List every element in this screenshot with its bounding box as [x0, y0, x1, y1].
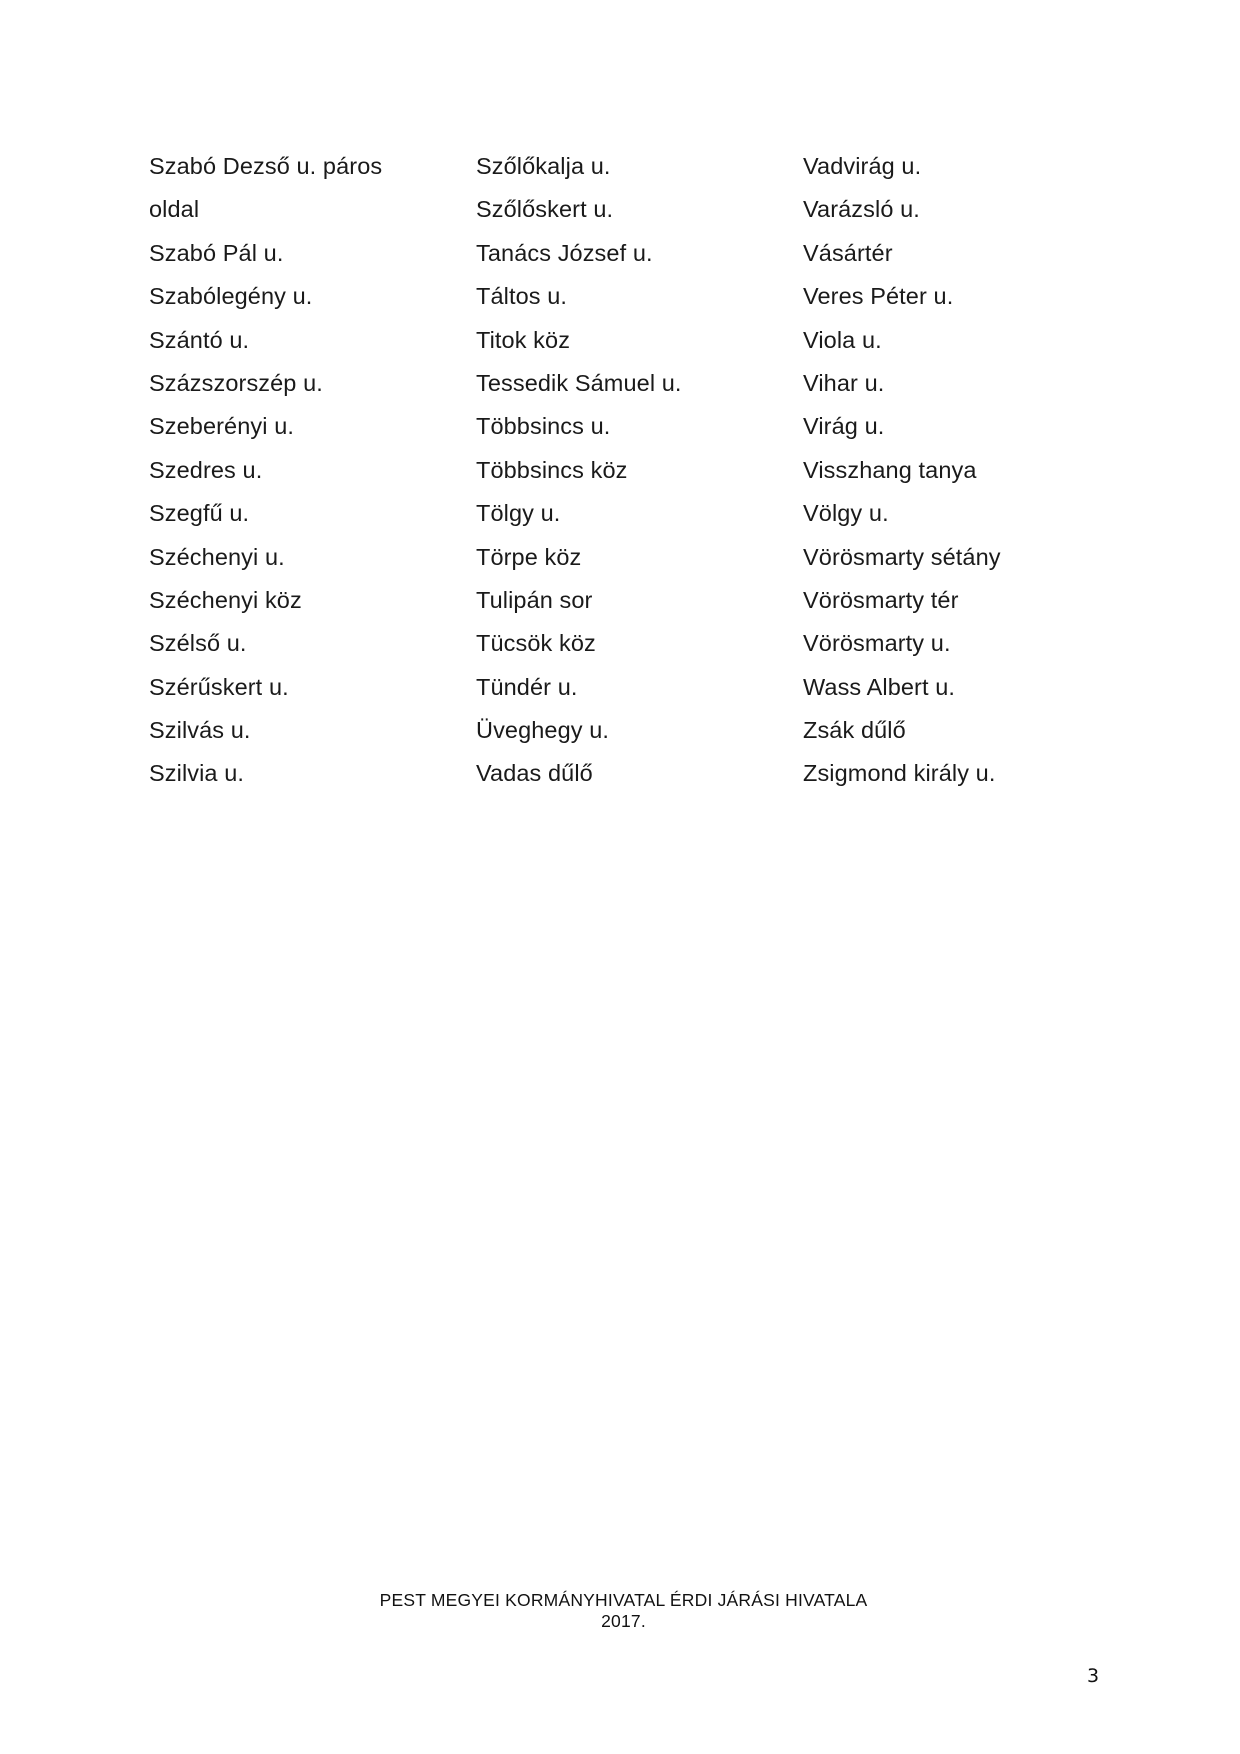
- street-name: Tündér u.: [476, 673, 578, 700]
- street-name: Vörösmarty tér: [803, 586, 959, 613]
- footer-office-name: PEST MEGYEI KORMÁNYHIVATAL ÉRDI JÁRÁSI HIVATALA: [379, 1590, 868, 1610]
- street-name: Völgy u.: [803, 500, 889, 527]
- street-name: Vörösmarty u.: [803, 630, 951, 657]
- street-name: Viola u.: [803, 326, 882, 353]
- street-name: Üveghegy u.: [476, 717, 610, 744]
- street-name: Táltos u.: [476, 283, 568, 310]
- street-name: Tulipán sor: [476, 586, 593, 613]
- street-name: Szőlőkalja u.: [476, 153, 611, 179]
- street-name: Vadvirág u.: [803, 153, 922, 179]
- street-name: Wass Albert u.: [803, 673, 956, 700]
- street-name: Vadas dűlő: [476, 760, 593, 787]
- street-list: [149, 145, 1129, 795]
- street-name: Százszorszép u.: [149, 369, 323, 396]
- page-footer: [0, 1590, 1240, 1632]
- street-name: Visszhang tanya: [803, 456, 977, 483]
- street-name: Szőlőskert u.: [476, 196, 614, 223]
- street-name: Vörösmarty sétány: [803, 543, 1001, 570]
- street-name: Többsincs köz: [476, 456, 628, 483]
- street-name: Tanács József u.: [476, 239, 653, 266]
- street-name: Szabó Pál u.: [149, 239, 284, 266]
- street-name: Szilvia u.: [149, 760, 245, 787]
- street-name: Titok köz: [476, 326, 571, 353]
- street-name: Zsák dűlő: [803, 717, 906, 744]
- street-name: Széchenyi köz: [149, 586, 302, 613]
- street-name: Szántó u.: [149, 326, 250, 353]
- street-name: Széchenyi u.: [149, 543, 285, 570]
- street-name: Virág u.: [803, 413, 885, 440]
- street-name: Többsincs u.: [476, 413, 611, 440]
- street-name: Szegfű u.: [149, 500, 250, 527]
- street-name: Szélső u.: [149, 630, 247, 657]
- street-column-1: [149, 145, 382, 796]
- street-name: Tücsök köz: [476, 630, 596, 657]
- street-name: Veres Péter u.: [803, 283, 954, 310]
- street-name: oldal: [149, 196, 200, 223]
- street-name: Szabó Dezső u. páros: [149, 153, 383, 179]
- street-name: Vihar u.: [803, 369, 885, 396]
- footer-year: 2017.: [601, 1611, 646, 1631]
- street-name: Törpe köz: [476, 543, 582, 570]
- street-column-3: [803, 145, 1001, 796]
- street-name: Varázsló u.: [803, 196, 920, 223]
- street-name: Vásártér: [803, 239, 893, 266]
- street-name: Szedres u.: [149, 456, 263, 483]
- page-number: 3: [1087, 1665, 1100, 1687]
- street-name: Tessedik Sámuel u.: [476, 369, 682, 396]
- street-name: Szabólegény u.: [149, 283, 313, 310]
- street-name: Zsigmond király u.: [803, 760, 996, 787]
- street-name: Szérűskert u.: [149, 673, 289, 700]
- street-name: Tölgy u.: [476, 500, 561, 527]
- street-column-2: [476, 145, 682, 796]
- street-name: Szeberényi u.: [149, 413, 294, 440]
- street-name: Szilvás u.: [149, 717, 251, 744]
